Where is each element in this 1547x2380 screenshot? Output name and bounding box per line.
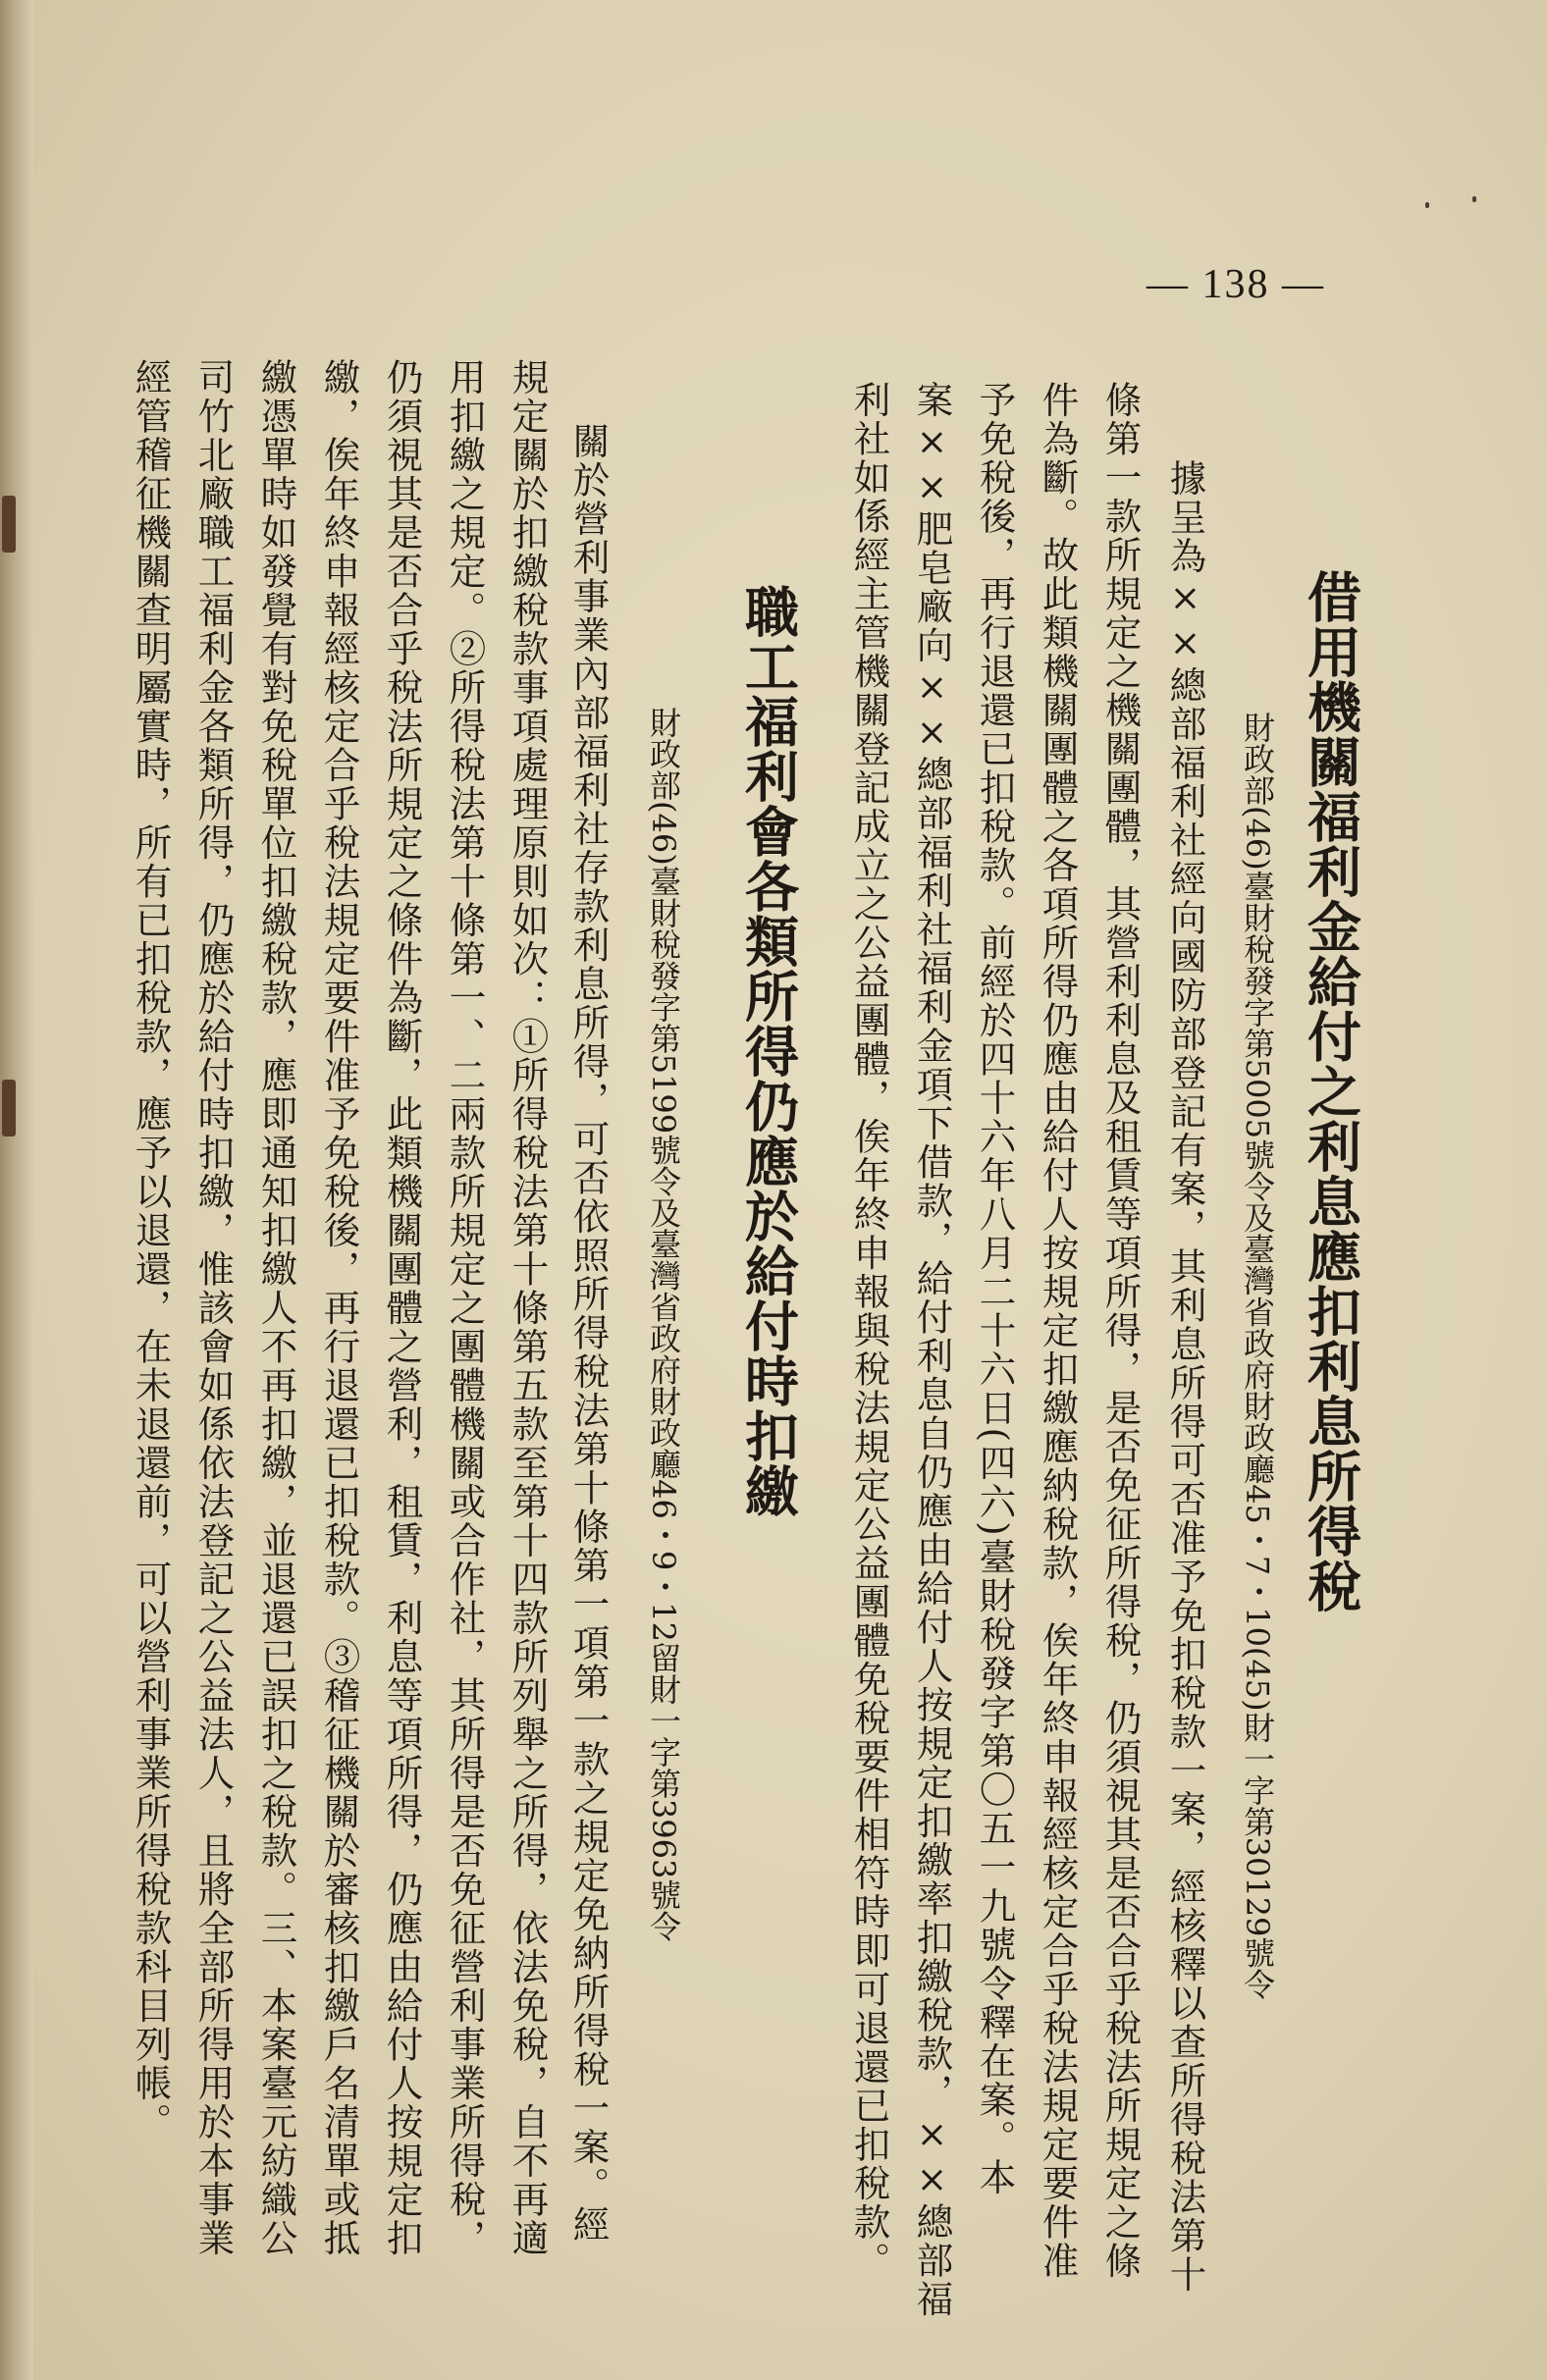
section2-body-line: 繳憑單時如發覺有對免稅單位扣繳稅款，應即通知扣繳人不再扣繳，並退還已誤扣之稅款。三、本案臺元紡織公 xyxy=(254,358,298,2258)
paper-speck xyxy=(1472,196,1476,202)
paper-speck xyxy=(1425,202,1429,208)
section2-body-line: 司竹北廠職工福利金各類所得，仍應於給付時扣繳，惟該會如係依法登記之公益法人，且將全部所得用於本事業 xyxy=(191,358,236,2258)
page-number: — 138 — xyxy=(1147,262,1325,307)
page-binding xyxy=(0,0,33,2380)
section1-body-line: 予免稅後，再行退還已扣稅款。前經於四十六年八月二十六日(四六)臺財稅發字第〇五一九號令釋在案。本 xyxy=(973,381,1017,2197)
section2-body-line: 經管稽征機關查明屬實時，所有已扣稅款，應予以退還，在未退還前，可以營利事業所得稅款科目列帳。 xyxy=(129,358,173,2142)
section2-body-line: 關於營利事業內部福利社存款利息所得，可否依照所得稅法第十條第一項第一款之規定免納所得稅一案。經 xyxy=(566,422,611,2245)
section2-body-line: 用扣繳之規定。②所得稅法第十條第一、二兩款所規定之團體機關或合作社，其所得是否免征營利事業所得稅， xyxy=(443,358,487,2258)
section1-body-line: 據呈為××總部福利社經向國防部登記有案，其利息所得可否准予免扣稅款一案，經核釋以查所得稅法第十 xyxy=(1163,459,1207,2295)
section2-body-line: 仍須視其是否合乎稅法所規定之條件為斷，此類機關團體之營利，租賃，利息等項所得，仍應由給付人按規定扣 xyxy=(380,358,424,2258)
binding-stitch xyxy=(2,1080,16,1137)
section1-body-line: 案××肥皂廠向××總部福利社福利金項下借款，給付利息自仍應由給付人按規定扣繳率扣繳稅款，××總部福 xyxy=(910,381,954,2319)
section2-title: 職工福利會各類所得仍應於給付時扣繳 xyxy=(736,584,800,1518)
section1-body-line: 件為斷。故此類機關團體之各項所得仍應由給付人按規定扣繳應納稅款，俟年終申報經核定合乎稅法規定要件准 xyxy=(1036,381,1080,2281)
section1-reference: 財政部(46)臺財稅發字第5005號令及臺灣省政府財政廳45・7・10(45)財一字第30129號令 xyxy=(1239,712,1276,2000)
section1-body-line: 條第一款所規定之機關團體，其營利利息及租賃等項所得，是否免征所得稅，仍須視其是否合乎稅法所規定之條 xyxy=(1098,381,1143,2281)
section2-body-line: 規定關於扣繳稅款事項處理原則如次：①所得稅法第十條第五款至第十四款所列舉之所得，依法免稅，自不再適 xyxy=(506,358,550,2258)
section1-body-line: 利社如係經主管機關登記成立之公益團體，俟年終申報與稅法規定公益團體免稅要件相符時即可退還已扣稅款。 xyxy=(847,381,891,2281)
section2-body-line: 繳，俟年終申報經核定合乎稅法規定要件准予免稅後，再行退還已扣稅款。③稽征機關於審核扣繳戶名清單或抵 xyxy=(317,358,361,2258)
binding-stitch xyxy=(2,496,16,553)
section2-reference: 財政部(46)臺財稅發字第5199號令及臺灣省政府財政廳46・9・12留財一字第3963號令 xyxy=(645,707,682,1942)
section1-title: 借用機關福利金給付之利息應扣利息所得稅 xyxy=(1299,569,1362,1613)
